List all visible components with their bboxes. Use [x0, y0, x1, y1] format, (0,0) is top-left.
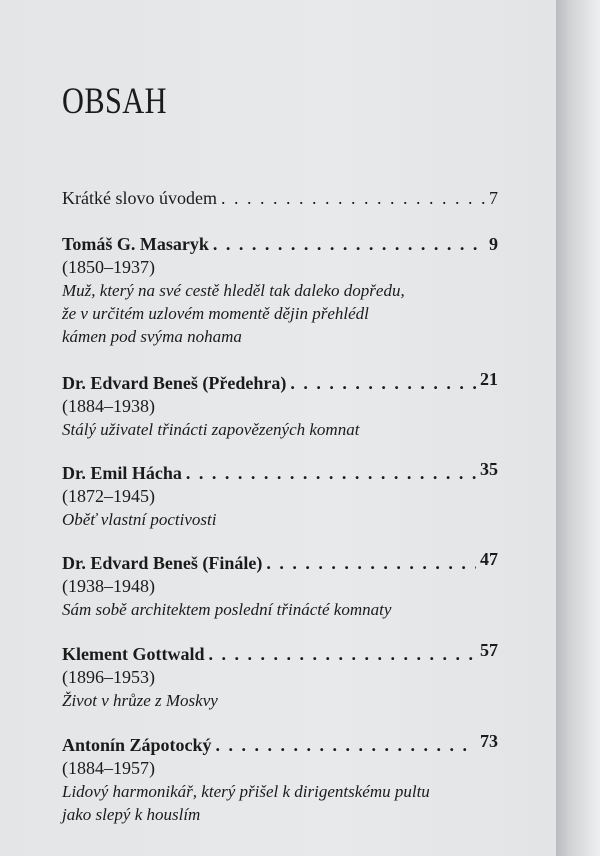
toc-line	[62, 371, 498, 395]
entry-description-line: že v určitém uzlovém momentě dějin přehlédl	[62, 304, 369, 323]
entry-years: (1884–1938)	[62, 396, 155, 416]
entry-years: (1872–1945)	[62, 486, 155, 506]
dot-leader	[266, 551, 476, 575]
entry-years: (1850–1937)	[62, 257, 155, 277]
dot-leader	[208, 642, 476, 666]
toc-entry-benes-finale	[62, 551, 498, 621]
toc-entry-intro	[62, 186, 498, 210]
entry-page-number: 21	[480, 369, 498, 389]
entry-description-line: jako slepý k houslím	[62, 805, 201, 824]
table-of-contents	[62, 186, 498, 826]
dot-leader	[186, 461, 476, 485]
entry-years: (1884–1957)	[62, 758, 155, 778]
dot-leader	[213, 232, 485, 256]
entry-page-number: 9	[489, 234, 498, 254]
toc-line	[62, 642, 498, 666]
entry-years: (1896–1953)	[62, 667, 155, 687]
toc-entry-gottwald	[62, 642, 498, 712]
page-title: OBSAH	[62, 81, 167, 122]
entry-page-number: 73	[480, 731, 498, 751]
dot-leader	[216, 733, 476, 757]
entry-years: (1938–1948)	[62, 576, 155, 596]
toc-line	[62, 461, 498, 485]
toc-line	[62, 186, 498, 210]
entry-description-line: Život v hrůze z Moskvy	[62, 691, 218, 710]
entry-description-line: Lidový harmonikář, který přišel k dirigentskému pultu	[62, 782, 430, 801]
dot-leader	[290, 371, 476, 395]
entry-label: Dr. Edvard Beneš (Finále)	[62, 553, 263, 573]
toc-entry-hacha	[62, 461, 498, 531]
dot-leader	[221, 186, 485, 210]
toc-entry-masaryk	[62, 232, 498, 348]
entry-label: Antonín Zápotocký	[62, 735, 212, 755]
toc-line	[62, 733, 498, 757]
entry-page-number: 57	[480, 640, 498, 660]
toc-entry-benes-predehra	[62, 371, 498, 441]
page-edge-shadow	[556, 0, 600, 856]
entry-description-line: Sám sobě architektem poslední třinácté komnaty	[62, 600, 392, 619]
toc-entry-zapotocky	[62, 733, 498, 826]
entry-description-line: Stálý uživatel třinácti zapovězených komnat	[62, 420, 360, 439]
entry-description-line: Muž, který na své cestě hleděl tak daleko dopředu,	[62, 281, 405, 300]
entry-description-line: Oběť vlastní poctivosti	[62, 510, 217, 529]
entry-description-line: kámen pod svýma nohama	[62, 327, 242, 346]
entry-page-number: 47	[480, 549, 498, 569]
entry-page-number: 35	[480, 459, 498, 479]
toc-line	[62, 551, 498, 575]
toc-line	[62, 232, 498, 256]
entry-label: Dr. Edvard Beneš (Předehra)	[62, 373, 287, 393]
entry-label: Klement Gottwald	[62, 644, 205, 664]
entry-label: Krátké slovo úvodem	[62, 188, 217, 208]
entry-page-number: 7	[489, 188, 498, 208]
entry-label: Dr. Emil Hácha	[62, 463, 182, 483]
entry-label: Tomáš G. Masaryk	[62, 234, 209, 254]
